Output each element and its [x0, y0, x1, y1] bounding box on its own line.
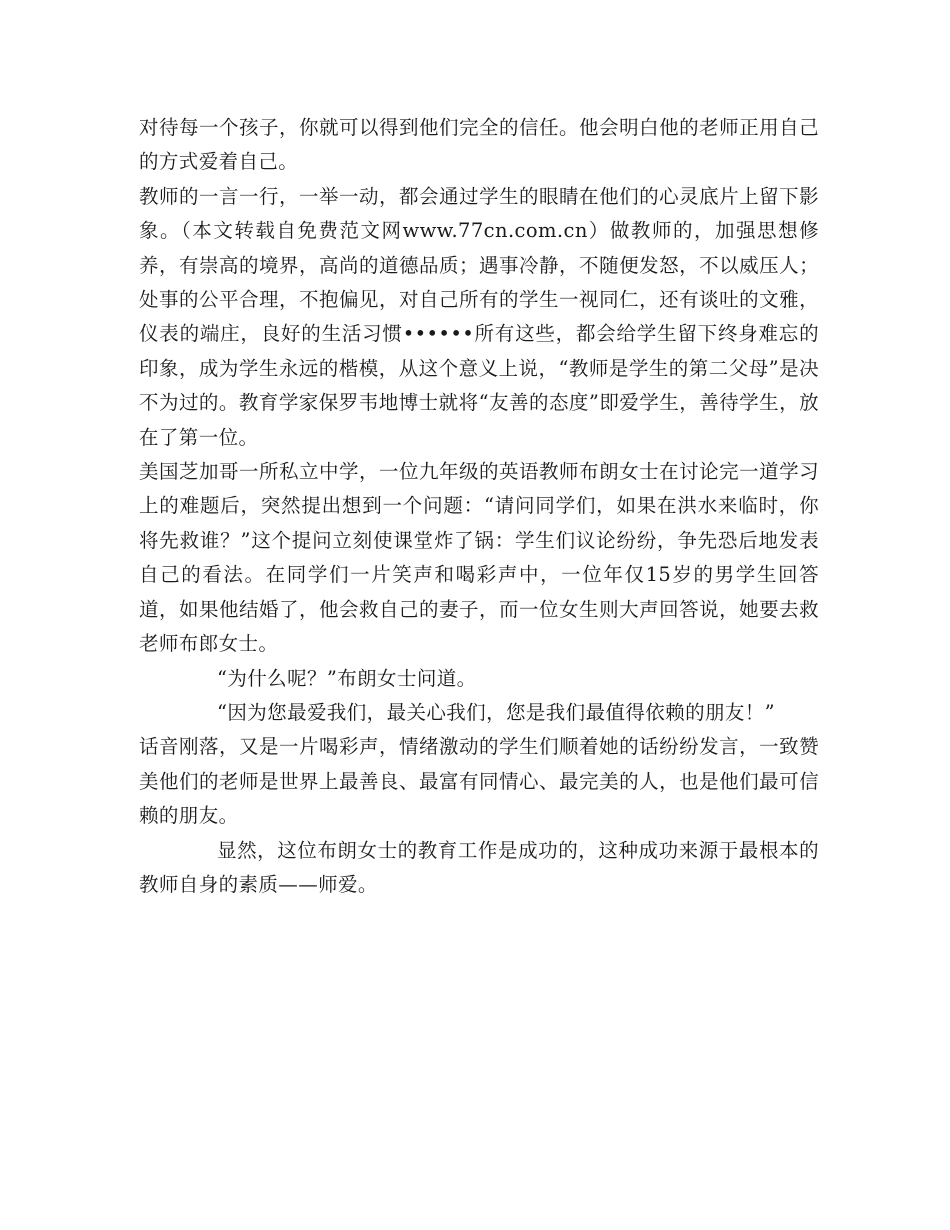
- paragraph-1: 对待每一个孩子，你就可以得到他们完全的信任。他会明白他的老师正用自己的方式爱着自己。: [139, 116, 819, 174]
- paragraph-2: 教师的一言一行，一举一动，都会通过学生的眼睛在他们的心灵底片上留下影象。（本文转载自免费范文网www.77cn.com.cn）做教师的，加强思想修养，有崇高的境界，高尚的道德品质；遇事冷静，不随便发怒，不以威压人；处事的公平合理，不抱偏见，对自己所有的学生一视同仁，还有谈吐的文雅，仪表的端庄，良好的生活习惯••••••所有这些，都会给学生留下终身难忘的印象，成为学生永远的楷模，从这个意义上说，“教师是学生的第二父母”是决不为过的。教育学家保罗韦地博士就将“友善的态度”即爱学生，善待学生，放在了第一位。: [139, 184, 819, 449]
- document-body: [139, 111, 819, 902]
- paragraph-4: “为什么呢？”布朗女士问道。: [217, 666, 477, 690]
- paragraph-5: “因为您最爱我们，最关心我们，您是我们最值得依赖的朋友！”: [217, 700, 776, 724]
- paragraph-7: 显然，这位布朗女士的教育工作是成功的，这种成功来源于最根本的教师自身的素质——师爱。: [139, 838, 819, 896]
- paragraph-3: 美国芝加哥一所私立中学，一位九年级的英语教师布朗女士在讨论完一道学习上的难题后，突然提出想到一个问题：“请问同学们，如果在洪水来临时，你将先救谁？”这个提问立刻使课堂炸了锅：学生们议论纷纷，争先恐后地发表自己的看法。在同学们一片笑声和喝彩声中，一位年仅15岁的男学生回答道，如果他结婚了，他会救自己的妻子，而一位女生则大声回答说，她要去救老师布郎女士。: [139, 460, 819, 656]
- paragraph-6: 话音刚落，又是一片喝彩声，情绪激动的学生们顺着她的话纷纷发言，一致赞美他们的老师是世界上最善良、最富有同情心、最完美的人，也是他们最可信赖的朋友。: [139, 735, 819, 828]
